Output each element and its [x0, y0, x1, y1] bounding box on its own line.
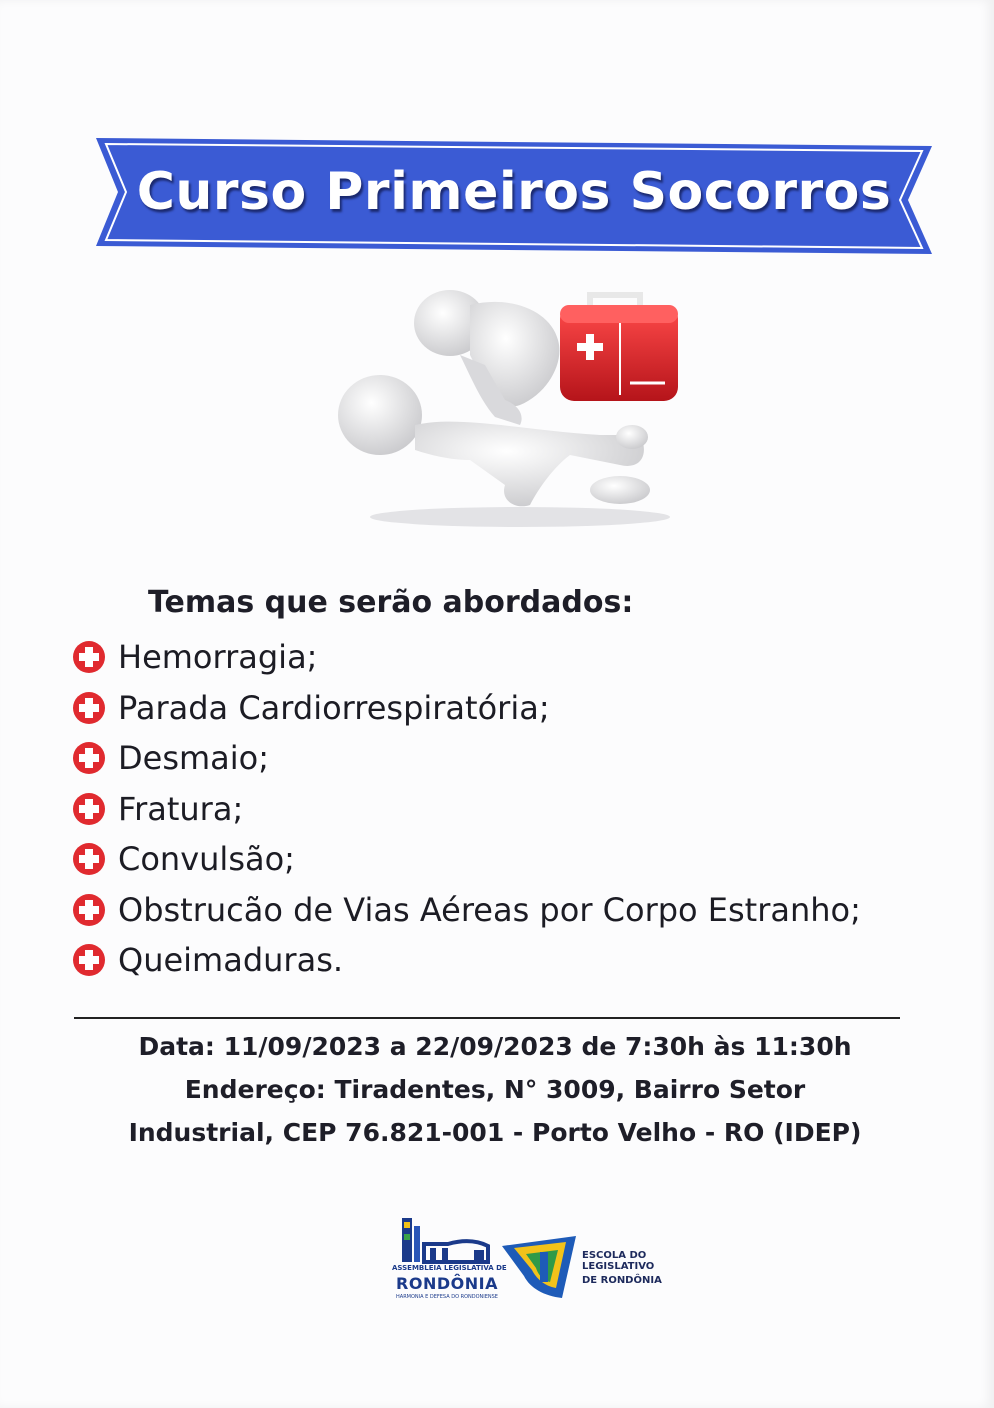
- red-cross-icon: [72, 842, 106, 876]
- red-cross-icon: [72, 691, 106, 725]
- red-cross-icon: [72, 792, 106, 826]
- topic-label: Obstrucão de Vias Aéreas por Corpo Estranho;: [118, 890, 861, 929]
- date-line: Data: 11/09/2023 a 22/09/2023 de 7:30h às 11:30h: [138, 1032, 852, 1061]
- red-cross-icon: [72, 741, 106, 775]
- list-item: [72, 784, 861, 835]
- assembleia-logo: [392, 1210, 507, 1305]
- title-banner: [96, 138, 932, 254]
- list-item: [72, 632, 861, 683]
- topic-label: Hemorragia;: [118, 638, 318, 677]
- escola-emblem-icon: [500, 1232, 580, 1302]
- topics-list: [72, 632, 861, 986]
- escola-logo-line1: ESCOLA DO: [582, 1250, 647, 1261]
- address-line-2: Industrial, CEP 76.821-001 - Porto Velho - RO (IDEP): [128, 1118, 862, 1147]
- escola-logo-text: [582, 1250, 662, 1286]
- topic-label: Queimaduras.: [118, 941, 344, 980]
- assembleia-logo-line3: HARMONIA E DEFESA DO RONDONIENSE: [396, 1294, 498, 1300]
- red-cross-icon: [72, 893, 106, 927]
- address-line-1: Endereço: Tiradentes, N° 3009, Bairro Setor: [184, 1075, 806, 1104]
- list-item: [72, 885, 861, 936]
- escola-logo: [500, 1232, 680, 1302]
- topic-label: Desmaio;: [118, 739, 270, 778]
- topic-label: Fratura;: [118, 789, 244, 828]
- list-item: [72, 834, 861, 885]
- divider: [74, 1017, 900, 1019]
- topics-heading: Temas que serão abordados:: [148, 585, 634, 620]
- topic-label: Parada Cardiorrespiratória;: [118, 688, 550, 727]
- red-cross-icon: [72, 640, 106, 674]
- topic-label: Convulsão;: [118, 840, 295, 879]
- page-title: Curso Primeiros Socorros: [136, 162, 892, 222]
- red-cross-icon: [72, 943, 106, 977]
- event-info: [100, 1025, 890, 1154]
- assembleia-building-icon: [392, 1210, 502, 1265]
- list-item: [72, 935, 861, 986]
- assembleia-logo-line2: RONDÔNIA: [396, 1274, 498, 1293]
- assembleia-logo-line1: ASSEMBLEIA LEGISLATIVA DE: [392, 1264, 507, 1272]
- patient-head: [338, 375, 422, 455]
- escola-logo-line3: DE RONDÔNIA: [582, 1275, 662, 1286]
- list-item: [72, 733, 861, 784]
- escola-logo-line2: LEGISLATIVO: [582, 1261, 655, 1272]
- first-aid-kit-icon: [560, 295, 678, 401]
- first-aid-cpr-illustration: [320, 285, 700, 535]
- list-item: [72, 683, 861, 734]
